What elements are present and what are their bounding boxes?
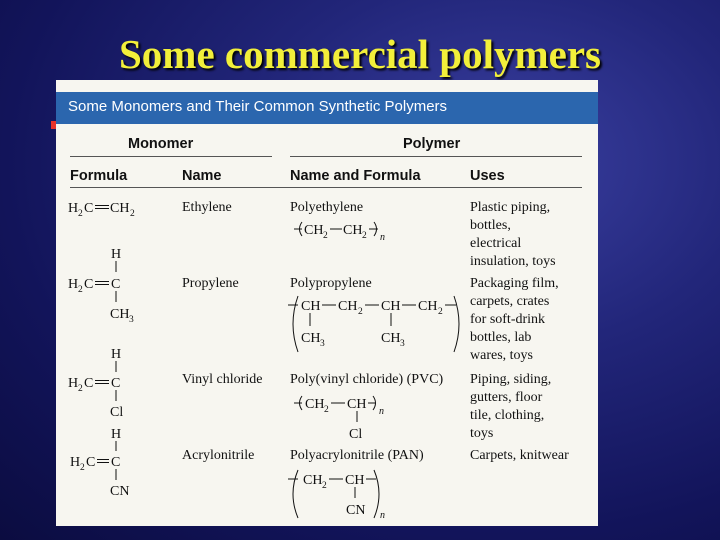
uses-line: for soft-drink (470, 312, 546, 327)
slide-title: Some commercial polymers (119, 31, 601, 77)
svg-text:CH: CH (110, 201, 130, 216)
svg-text:CN: CN (110, 484, 130, 499)
svg-text:C: C (111, 376, 121, 391)
svg-text:3: 3 (320, 339, 325, 349)
uses-line: Packaging film, (470, 276, 559, 291)
svg-text:CH: CH (343, 223, 363, 238)
svg-text:CN: CN (346, 503, 366, 518)
ethylene-name: Ethylene (182, 200, 232, 215)
column-header-formula: Formula (70, 168, 128, 184)
column-header-name: Name (182, 168, 222, 184)
vinyl-chloride-name: Vinyl chloride (182, 372, 263, 387)
uses-line: tile, clothing, (470, 408, 545, 423)
svg-text:2: 2 (438, 307, 443, 317)
svg-text:H: H (111, 247, 122, 262)
svg-text:CH: CH (304, 223, 324, 238)
svg-text:H: H (68, 277, 79, 292)
polyethylene-uses (470, 199, 556, 271)
uses-line: carpets, crates (470, 294, 550, 309)
svg-text:CH: CH (303, 473, 323, 488)
table-title-bar (56, 92, 598, 124)
svg-text:H: H (111, 427, 122, 442)
pan-structure (286, 468, 416, 524)
svg-text:n: n (380, 510, 385, 521)
polypropylene-uses (470, 275, 559, 365)
polypropylene-structure (286, 294, 471, 356)
uses-line: wares, toys (470, 348, 533, 363)
svg-text:CH: CH (345, 473, 365, 488)
pan-name: Polyacrylonitrile (PAN) (290, 448, 424, 463)
svg-text:CH: CH (347, 397, 367, 412)
svg-text:3: 3 (400, 339, 405, 349)
svg-text:C: C (84, 376, 94, 391)
svg-text:C: C (84, 201, 94, 216)
svg-text:CH: CH (381, 331, 401, 346)
vinyl-chloride-monomer-structure (66, 344, 156, 420)
svg-text:2: 2 (130, 209, 135, 219)
svg-text:2: 2 (324, 405, 329, 415)
pan-uses (470, 447, 569, 465)
polymer-rule (290, 156, 582, 157)
svg-text:2: 2 (78, 209, 83, 219)
uses-line: gutters, floor (470, 390, 543, 405)
uses-line: Carpets, knitwear (470, 448, 569, 463)
svg-text:2: 2 (323, 231, 328, 241)
column-header-name-formula: Name and Formula (290, 168, 421, 184)
svg-text:C: C (111, 277, 121, 292)
svg-text:Cl: Cl (349, 427, 363, 442)
polymer-group-header: Polymer (403, 136, 461, 152)
acrylonitrile-monomer-structure (66, 424, 156, 500)
svg-text:2: 2 (322, 481, 327, 491)
header-rule (70, 187, 582, 188)
svg-text:C: C (86, 455, 96, 470)
uses-line: Piping, siding, (470, 372, 552, 387)
svg-text:H: H (68, 376, 79, 391)
pvc-uses (470, 371, 551, 443)
svg-text:2: 2 (78, 384, 83, 394)
svg-text:CH: CH (110, 307, 130, 322)
svg-text:Cl: Cl (110, 405, 124, 420)
uses-line: bottles, (470, 218, 511, 233)
svg-text:2: 2 (358, 307, 363, 317)
uses-line: Plastic piping, (470, 200, 551, 215)
polyethylene-structure (292, 218, 402, 244)
svg-text:CH: CH (301, 331, 321, 346)
uses-line: electrical (470, 236, 522, 251)
uses-line: toys (470, 426, 494, 441)
pvc-name: Poly(vinyl chloride) (PVC) (290, 372, 444, 387)
svg-text:CH: CH (305, 397, 325, 412)
monomer-rule (70, 156, 272, 157)
polypropylene-name: Polypropylene (290, 276, 372, 291)
polymer-table (56, 80, 598, 526)
column-header-uses: Uses (470, 168, 505, 184)
svg-text:2: 2 (80, 463, 85, 473)
ethylene-monomer-structure (66, 196, 156, 220)
pvc-structure (292, 392, 402, 442)
svg-text:C: C (111, 455, 121, 470)
svg-text:CH: CH (381, 299, 401, 314)
uses-line: bottles, lab (470, 330, 532, 345)
svg-text:3: 3 (129, 315, 134, 325)
svg-text:C: C (84, 277, 94, 292)
svg-text:H: H (70, 455, 81, 470)
uses-line: insulation, toys (470, 254, 556, 269)
svg-text:H: H (111, 347, 122, 362)
acrylonitrile-name: Acrylonitrile (182, 448, 255, 463)
svg-text:2: 2 (362, 231, 367, 241)
svg-text:CH: CH (418, 299, 438, 314)
svg-text:n: n (379, 406, 384, 417)
propylene-monomer-structure (66, 244, 156, 325)
table-title: Some Monomers and Their Common Synthetic Polymers (68, 98, 448, 115)
polyethylene-name: Polyethylene (290, 200, 364, 215)
svg-text:CH: CH (301, 299, 321, 314)
svg-text:CH: CH (338, 299, 358, 314)
svg-text:2: 2 (78, 285, 83, 295)
svg-text:n: n (380, 232, 385, 243)
propylene-name: Propylene (182, 276, 239, 291)
monomer-group-header: Monomer (128, 136, 194, 152)
svg-text:H: H (68, 201, 79, 216)
